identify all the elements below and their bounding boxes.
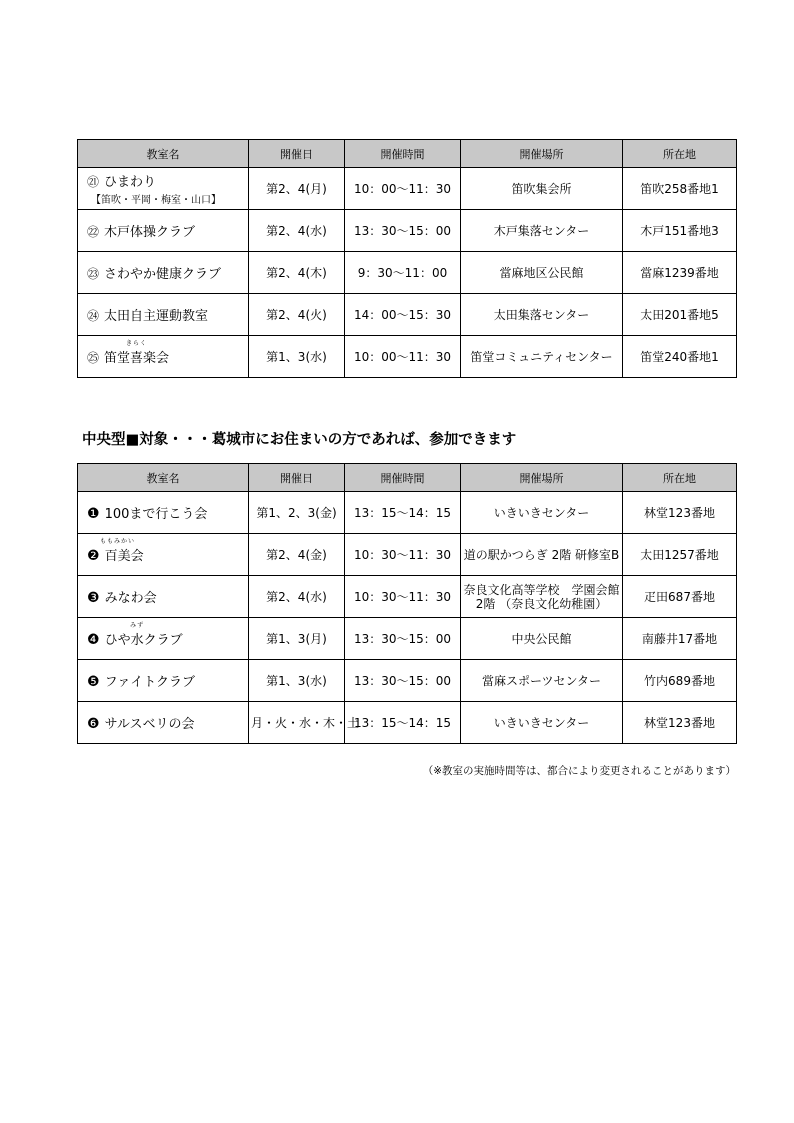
section-heading: 中央型■対象・・・葛城市にお住まいの方であれば、参加できます [82,432,517,448]
ruby-reading: ももみかい [100,538,136,545]
place-cell: 木戸集落センター [461,210,623,252]
table-row [78,534,737,576]
place-cell: 當麻地区公民館 [461,252,623,294]
time-cell: 13：30～15：00 [345,660,461,702]
address-cell: 林堂123番地 [623,702,737,744]
schedule-table-1 [77,139,737,378]
class-name-cell [78,336,249,378]
place-cell: 當麻スポーツセンター [461,660,623,702]
table-row [78,168,737,210]
table-row [78,618,737,660]
address-cell: 疋田687番地 [623,576,737,618]
place-line: 2階 （奈良文化幼稚園） [475,596,608,611]
header-place: 開催場所 [461,140,623,168]
table-header-row [78,140,737,168]
class-subtitle: 【笛吹・平岡・梅室・山口】 [91,195,221,206]
header-time: 開催時間 [345,140,461,168]
number-mark: ❺ [87,674,100,690]
day-cell: 第2、4(金) [249,534,345,576]
table-row [78,660,737,702]
number-mark: ㉔ [87,309,100,323]
place-line: 奈良文化高等学校 学園会館 [463,582,620,597]
place-cell: 笛堂コミュニティセンター [461,336,623,378]
class-name: ファイトクラブ [104,675,196,690]
number-mark: ❻ [87,716,100,732]
header-class-name: 教室名 [78,140,249,168]
number-mark: ❹ [87,632,100,648]
header-address: 所在地 [623,464,737,492]
time-cell: 14：00～15：30 [345,294,461,336]
class-name: サルスベリの会 [104,717,195,732]
class-name-part: 喜 [130,351,144,366]
time-cell: 10：30～11：30 [345,534,461,576]
header-address: 所在地 [623,140,737,168]
class-name-part: クラブ [143,633,183,648]
number-mark: ㉕ [87,351,100,365]
table-row [78,252,737,294]
header-day: 開催日 [249,140,345,168]
ruby-annotated-text [130,622,145,648]
number-mark: ㉒ [87,225,100,239]
class-name-part: 水 [130,633,144,648]
class-name-cell [78,576,249,618]
place-cell: 太田集落センター [461,294,623,336]
number-mark: ❸ [87,590,100,606]
schedule-table-2 [77,463,737,744]
class-name-cell [78,252,249,294]
class-name-part: 百美 [104,549,131,564]
number-mark: ㉓ [87,267,100,281]
class-name: 100まで行こう会 [104,507,208,522]
address-cell: 南藤井17番地 [623,618,737,660]
day-cell: 第1、3(月) [249,618,345,660]
address-cell: 木戸151番地3 [623,210,737,252]
class-name-part: 笛堂 [104,351,131,366]
place-cell: いきいきセンター [461,492,623,534]
day-cell: 第2、4(水) [249,210,345,252]
number-mark: ㉑ [87,175,100,189]
place-cell: 道の駅かつらぎ 2階 研修室B [461,534,623,576]
table-row [78,702,737,744]
day-cell: 第2、4(水) [249,576,345,618]
place-cell: いきいきセンター [461,702,623,744]
day-cell: 第1、2、3(金) [249,492,345,534]
place-cell: 中央公民館 [461,618,623,660]
table-row [78,576,737,618]
address-cell: 竹内689番地 [623,660,737,702]
class-name-part: 会 [130,549,144,564]
class-name-cell [78,702,249,744]
address-cell: 林堂123番地 [623,492,737,534]
header-class-name: 教室名 [78,464,249,492]
day-cell: 第1、3(水) [249,336,345,378]
number-mark: ❷ [87,548,100,564]
table-header-row [78,464,737,492]
time-cell: 9：30～11：00 [345,252,461,294]
class-name: さわやか健康クラブ [104,267,222,282]
header-day: 開催日 [249,464,345,492]
header-time: 開催時間 [345,464,461,492]
class-name-cell [78,660,249,702]
class-name: 木戸体操クラブ [104,225,196,240]
ruby-reading: きらく [126,340,148,347]
address-cell: 當麻1239番地 [623,252,737,294]
class-name-part: 楽会 [143,351,170,366]
class-name-cell [78,210,249,252]
time-cell: 10：00～11：30 [345,168,461,210]
ruby-annotated-text [126,340,148,366]
address-cell: 笛堂240番地1 [623,336,737,378]
class-name: ひまわり [104,175,157,190]
table-row [78,294,737,336]
class-name-cell [78,168,249,210]
class-name: 太田自主運動教室 [104,309,209,324]
class-name-cell [78,294,249,336]
ruby-annotated-text [100,538,136,564]
time-cell: 13：30～15：00 [345,210,461,252]
class-name-cell [78,492,249,534]
place-cell [461,576,623,618]
time-cell: 13：15～14：15 [345,492,461,534]
ruby-reading: みず [130,622,145,629]
address-cell: 太田201番地5 [623,294,737,336]
table-row [78,336,737,378]
time-cell: 10：00～11：30 [345,336,461,378]
header-place: 開催場所 [461,464,623,492]
class-name-cell [78,534,249,576]
class-name: みなわ会 [104,591,157,606]
time-cell: 13：30～15：00 [345,618,461,660]
place-cell: 笛吹集会所 [461,168,623,210]
time-cell: 13：15～14：15 [345,702,461,744]
table-row [78,210,737,252]
day-cell: 月・火・水・木・土 [249,702,345,744]
day-cell: 第2、4(火) [249,294,345,336]
table-row [78,492,737,534]
day-cell: 第1、3(水) [249,660,345,702]
address-cell: 笛吹258番地1 [623,168,737,210]
time-cell: 10：30～11：30 [345,576,461,618]
class-name-cell [78,618,249,660]
day-cell: 第2、4(月) [249,168,345,210]
footnote: （※教室の実施時間等は、都合により変更されることがあります） [422,765,736,777]
class-name-part: ひや [104,633,131,648]
day-cell: 第2、4(木) [249,252,345,294]
number-mark: ❶ [87,506,100,522]
address-cell: 太田1257番地 [623,534,737,576]
